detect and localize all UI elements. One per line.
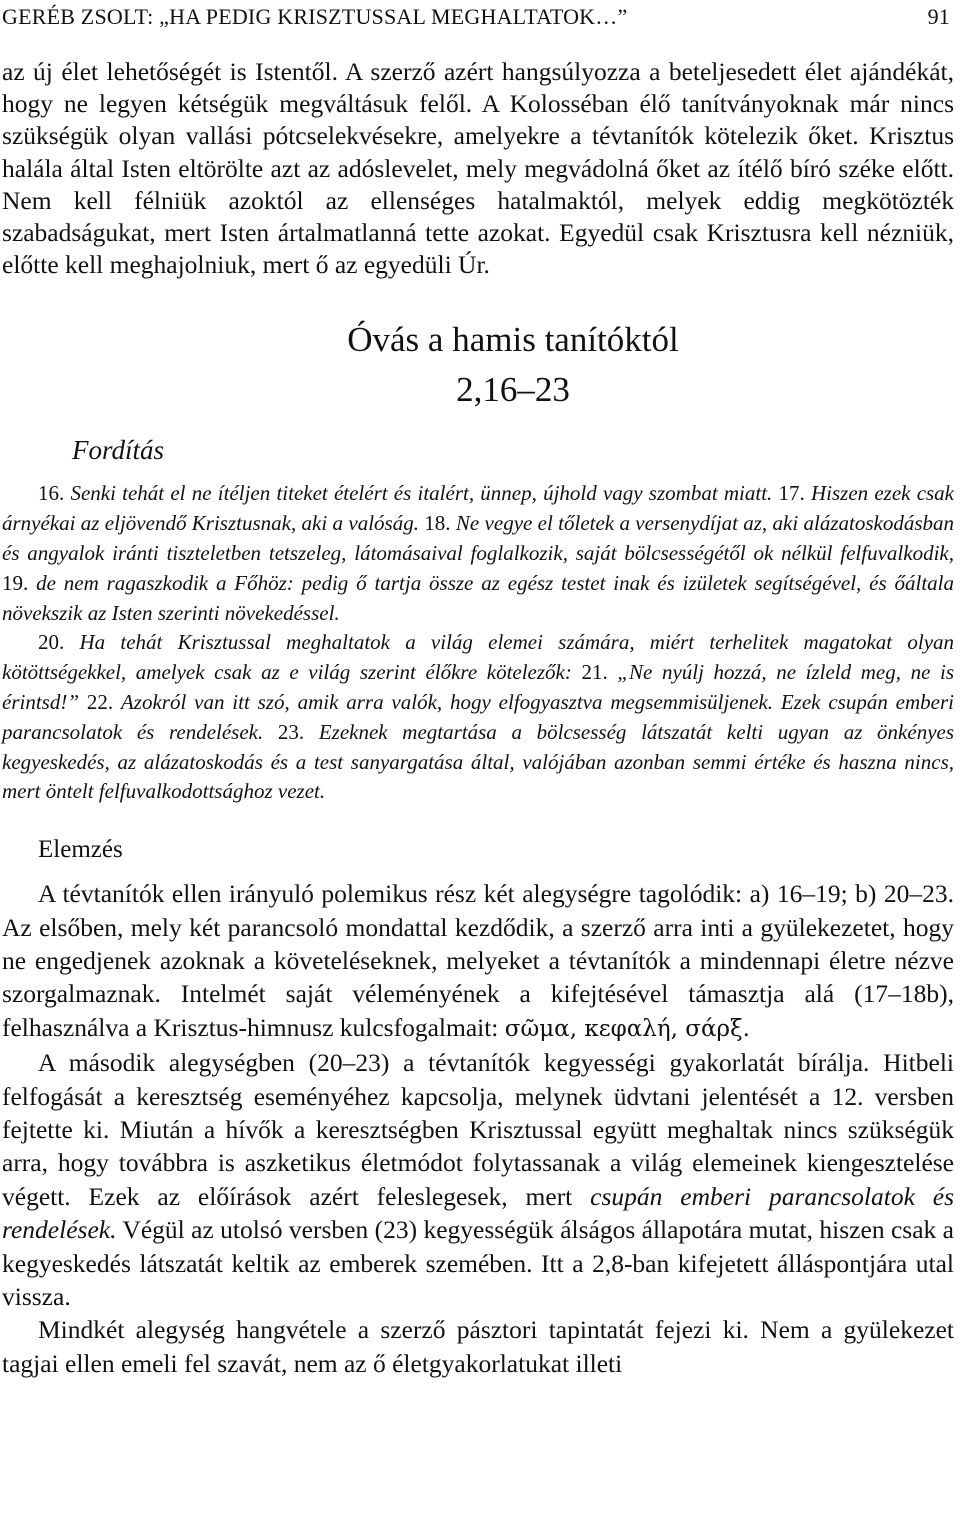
translation-text xyxy=(2,479,954,807)
analysis-paragraph-3 xyxy=(2,1313,954,1380)
analysis-heading: Elemzés xyxy=(38,836,123,864)
verse-text: Senki tehát el ne ítéljen titeket ételért és italért, ünnep, újhold vagy szombat miatt. xyxy=(70,481,773,506)
verse-text: de nem ragaszkodik a Főhöz: pedig ő tartja össze az egész testet inak és izületek segítségével, és őáltala növekszik az Isten szerinti növekedéssel. xyxy=(2,570,954,625)
translation-heading: Fordítás xyxy=(72,435,165,466)
page-number: 91 xyxy=(927,4,950,29)
analysis-paragraph-3-text: Mindkét alegység hangvétele a szerző pásztori tapintatát fejezi ki. Nem a gyülekezet tagjai ellen emeli fel szavát, nem az ő életgyakorlatukat illeti xyxy=(2,1315,954,1378)
verse-text: „Ne nyúlj hozzá, ne ízleld meg, ne is érintsd!” xyxy=(2,660,955,714)
section-heading xyxy=(72,315,954,415)
verse-number: 18. xyxy=(424,511,451,536)
verse-text: Ezeknek megtartása a bölcsesség látszatát kelti ugyan az önkényes kegyeskedés, az alázatoskodás és a test sanyargatása által, valójában azonban semmi értéke és haszna nincs, mert öntelt felfuvalkodottsághoz vezet. xyxy=(2,719,955,804)
verse-number: 22. xyxy=(86,690,114,714)
analysis-paragraph-1 xyxy=(2,877,954,1046)
analysis-quote: csupán emberi parancsolatok és rendelések. xyxy=(2,1181,955,1245)
analysis-paragraph-2-text: A második alegységben (20–23) a tévtanítók kegyességi gyakorlatát bírálja. Hitbeli felfogását a keresztség eseményéhez kapcsolja, melynek üdvtani jelentését a 12. versben fejtette ki. Miután a hívők a keresztségben Krisztussal együtt meghaltak nincs szükségük arra, hogy továbbra is aszketikus életmódot folytassanak a világ elemeinek kiengesztelése végett. Ezek az előírások azért feleslegesek, mert xyxy=(2,1048,954,1211)
section-reference: 2,16–23 xyxy=(456,370,570,410)
translation-paragraph-1 xyxy=(2,479,954,628)
analysis-text xyxy=(2,877,954,1380)
greek-terms: σῶμα, κεφαλή, σάρξ. xyxy=(504,1015,750,1042)
analysis-paragraph-2-continued: Végül az utolsó versben (23) kegyességük álságos állapotára mutat, hiszen csak a kegyeskedés látszatát keltik az emberek szemében. Itt a 2,8-ban kifejetett álláspontjára utal vissza. xyxy=(2,1215,954,1312)
verse-number: 17. xyxy=(778,481,805,506)
running-header-title: GERÉB ZSOLT: „HA PEDIG KRISZTUSSAL MEGHALTATOK…” xyxy=(2,4,628,29)
verse-text: Ha tehát Krisztussal meghaltatok a világ elemei számára, miért terhelitek magatokat olyan kötöttségekkel, amelyek csak az e világ szerint élőkre kötelezők: xyxy=(2,630,955,685)
translation-paragraph-2 xyxy=(2,628,954,807)
verse-number: 20. xyxy=(38,630,65,655)
verse-text: Hiszen ezek csak árnyékai az eljövendő Krisztusnak, aki a valóság. xyxy=(2,481,955,536)
verse-number: 23. xyxy=(277,719,305,744)
verse-text: Ne vegye el tőletek a versenydíjat az, aki alázatoskodásban és angyalok iránti tiszteletben tetszeleg, látomásaival foglalkozik, saját bölcsességétől ok nélkül felfuvalkodik, xyxy=(2,511,955,566)
verse-text: Azokról van itt szó, amik arra valók, hogy elfogyasztva megsemmisüljenek. Ezek csupán emberi parancsolatok és rendelések. xyxy=(2,690,954,744)
verse-number: 19. xyxy=(2,570,29,595)
analysis-paragraph-2 xyxy=(2,1046,954,1313)
intro-paragraph: az új élet lehetőségét is Istentől. A szerző azért hangsúlyozza a beteljesedett élet ajándékát, hogy ne legyen kétségük megváltásuk felől. A Kolosséban élő tanítványoknak már nincs szükségük olyan vallási pótcselekvésekre, amelyekre a tévtanítók kötelezik őket. Krisztus halála által Isten eltörölte azt az adóslevelet, mely megvádolná őket az ítélő bíró széke előtt. Nem kell félniük azoktól az ellenséges hatalmaktól, melyek eddig megkötözték szabadságukat, mert Isten ártalmatlanná tette azokat. Egyedül csak Krisztusra kell nézniük, előtte kell meghajolniuk, mert ő az egyedüli Úr. xyxy=(2,57,954,280)
verse-number: 16. xyxy=(38,481,65,506)
section-title: Óvás a hamis tanítóktól xyxy=(347,320,679,360)
running-header xyxy=(2,0,954,44)
verse-number: 21. xyxy=(581,660,608,685)
analysis-paragraph-1-text: A tévtanítók ellen irányuló polemikus rész két alegységre tagolódik: a) 16–19; b) 20–23. Az elsőben, mely két parancsoló mondattal kezdődik, a szerző arra inti a gyülekezetet, hogy ne engedjenek azoknak a követeléseknek, melyeket a tévtanítók a mindennapi életre nézve szorgalmaznak. Intelmét saját véleményének a kifejtésével támasztja alá (17–18b), felhasználva a Krisztus-himnusz kulcsfogalmait: xyxy=(2,879,954,1042)
